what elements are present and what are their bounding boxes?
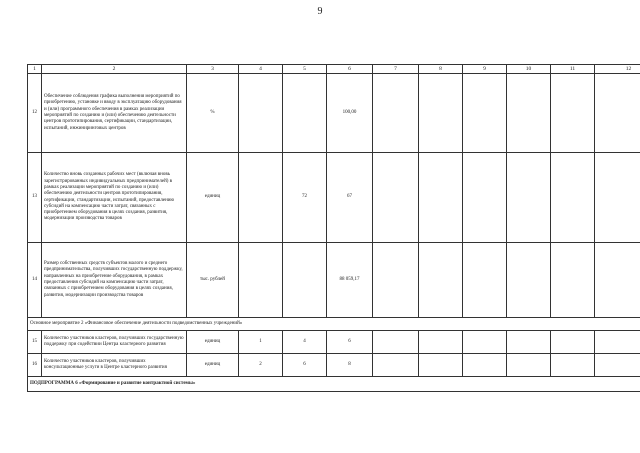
value-cell: 1 [239,331,283,354]
value-cell: 6 [327,331,373,354]
indicator-name: Количество участников кластеров, получивших консультационные услуги в Центре кластерного развития [42,354,187,377]
empty-cell [595,74,640,153]
empty-cell [551,354,595,377]
column-header: 8 [419,65,463,74]
value-cell: 67 [327,153,373,243]
column-header: 9 [463,65,507,74]
empty-cell [551,153,595,243]
value-cell [283,243,327,318]
table-row [28,74,640,153]
row-number: 13 [28,153,42,243]
empty-cell [595,153,640,243]
empty-cell [463,331,507,354]
empty-cell [419,243,463,318]
value-cell: 100,00 [327,74,373,153]
value-cell: 2 [239,354,283,377]
column-header: 5 [283,65,327,74]
value-cell [283,74,327,153]
empty-cell [373,331,419,354]
column-number-row [28,65,640,74]
indicator-name: Количество вновь созданных рабочих мест (включая вновь зарегистрированных индивидуальных предпринимателей) в рамках реализации мероприятий по созданию и (или) обеспечению деятельности центров прототипирования, сертификации, стандартизации, испытаний, предоставлению субсидий на компенсацию части затрат, связанных с приобретением оборудования в целях создания, развития, модернизации производства товаров [42,153,187,243]
empty-cell [419,153,463,243]
indicator-name: Обеспечение соблюдения графика выполнения мероприятий по приобретению, установке и вводу в эксплуатацию оборудования и (или) программного обеспечения в рамках реализации мероприятий по созданию и (или) обеспечению деятельности центров прототипирования, сертификации, стандартизации, испытаний, инжиниринговых центров [42,74,187,153]
value-cell: 72 [283,153,327,243]
row-number: 12 [28,74,42,153]
row-number: 16 [28,354,42,377]
empty-cell [373,243,419,318]
empty-cell [463,354,507,377]
subprogram-title: ПОДПРОГРАММА 6 «Формирование и развитие контрактной системы» [28,377,640,392]
unit-cell: единиц [187,354,239,377]
column-header: 2 [42,65,187,74]
indicator-name: Размер собственных средств субъектов малого и среднего предпринимательства, получивших государственную поддержку, направленных на приобретение оборудования, в рамках предоставления субсидий на компенсацию части затрат, связанных с приобретением оборудования в целях создания, развития, модернизации производства товаров [42,243,187,318]
column-header: 12 [595,65,640,74]
row-number: 15 [28,331,42,354]
column-header: 11 [551,65,595,74]
table-row [28,354,640,377]
value-cell [239,153,283,243]
section-row [28,318,640,331]
empty-cell [507,354,551,377]
unit-cell: тыс. рублей [187,243,239,318]
empty-cell [507,331,551,354]
empty-cell [507,153,551,243]
indicator-name: Количество участников кластеров, получивших государственную поддержку при содействии Центра кластерного развития [42,331,187,354]
value-cell: 8 [327,354,373,377]
row-number: 14 [28,243,42,318]
subprogram-row [28,377,640,392]
column-header: 7 [373,65,419,74]
section-title: Основное мероприятие 2 «Финансовое обеспечение деятельности подведомственных учреждений» [28,318,640,331]
value-cell [239,74,283,153]
table-row [28,331,640,354]
unit-cell: единиц [187,331,239,354]
empty-cell [595,331,640,354]
empty-cell [507,243,551,318]
empty-cell [373,74,419,153]
empty-cell [551,74,595,153]
empty-cell [595,354,640,377]
empty-cell [595,243,640,318]
value-cell [239,243,283,318]
unit-cell: % [187,74,239,153]
empty-cell [419,331,463,354]
empty-cell [373,153,419,243]
column-header: 6 [327,65,373,74]
column-header: 3 [187,65,239,74]
empty-cell [419,74,463,153]
indicators-table [27,64,640,392]
empty-cell [463,243,507,318]
column-header: 4 [239,65,283,74]
value-cell: 6 [283,354,327,377]
empty-cell [463,153,507,243]
empty-cell [551,243,595,318]
unit-cell: единиц [187,153,239,243]
table-row [28,153,640,243]
empty-cell [419,354,463,377]
page-number: 9 [317,6,323,17]
column-header: 10 [507,65,551,74]
empty-cell [507,74,551,153]
empty-cell [551,331,595,354]
column-header: 1 [28,65,42,74]
value-cell: 88 059,17 [327,243,373,318]
value-cell: 4 [283,331,327,354]
table-row [28,243,640,318]
empty-cell [373,354,419,377]
empty-cell [463,74,507,153]
